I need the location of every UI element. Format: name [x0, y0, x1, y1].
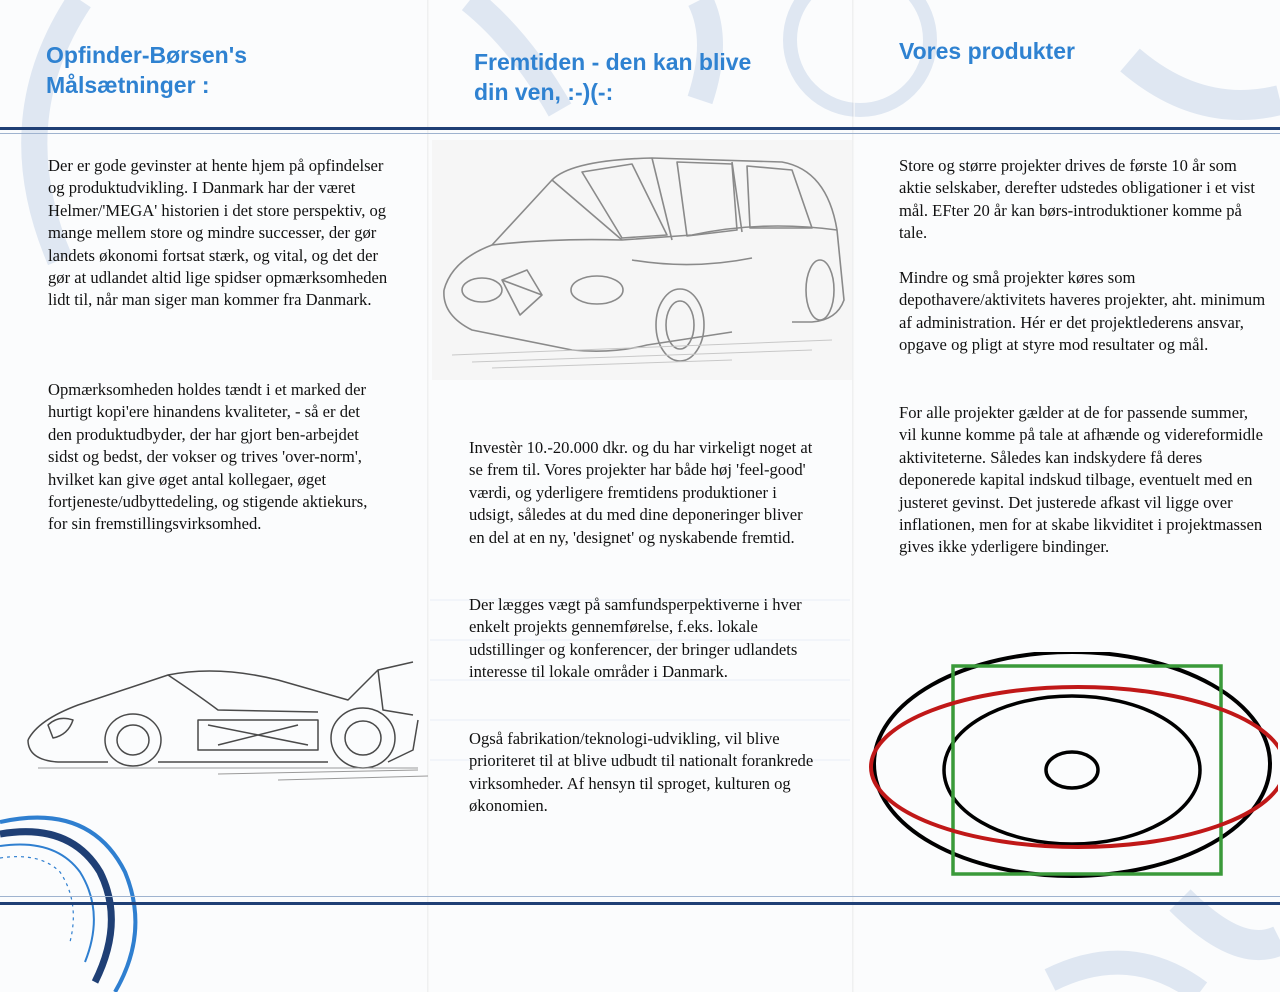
sports-car-sketch-image: [18, 650, 428, 790]
column2-heading: [474, 47, 751, 107]
column1-heading-line1: Opfinder-Børsen's: [46, 42, 247, 68]
bottom-divider-thin: [0, 896, 1280, 897]
column2-paragraph-3: Også fabrikation/teknologi-udvikling, vil blive prioriteret til at blive udbudt til nationalt forankrede virksomheder. Af hensyn til sproget, kulturen og økonomien.: [469, 729, 814, 816]
column3-heading: [899, 36, 1075, 66]
column2-paragraph-2: Der lægges vægt på samfundsperpektiverne i hver enkelt projekts gennemførelse, f.eks. lokale udstillinger og konferencer, der bringer udlandets interesse til lokale områder i Danmark.: [469, 595, 802, 682]
bottom-divider-rule: [0, 902, 1280, 905]
fold-line-left: [427, 0, 430, 992]
top-divider-thin: [0, 133, 1280, 134]
column3-paragraph-3: For alle projekter gælder at de for passende summer, vil kunne komme på tale at afhænde og videreformidle aktiviteterne. Således kan indskydere få deres deponerede kapital indskud tilbage, eventuelt med en justeret gevinst. Det justerede afkast vil ligge over inflationen, men for at skabe likviditet i projektmassen gives ikke yderligere bindinger.: [899, 403, 1264, 557]
fold-line-right: [852, 0, 855, 992]
van-sketch-image: [432, 140, 852, 380]
column2-heading-line2: din ven, :-)(-:: [474, 79, 614, 105]
column3-heading-line1: Vores produkter: [899, 38, 1075, 64]
column2-paragraph-1: Investèr 10.-20.000 dkr. og du har virkeligt noget at se frem til. Vores projekter har både høj 'feel-good' værdi, og yderligere fremtidens produktioner i udsigt, således at du med dine deponeringer bliver en del at en ny, 'designet' og nyskabende fremtid.: [469, 438, 813, 547]
column3-paragraph-1: Store og større projekter drives de første 10 år som aktie selskaber, derefter udstedes obligationer i et vist mål. EFter 20 år kan børs-introduktioner komme på tale.: [899, 156, 1255, 243]
column3-paragraph-2: Mindre og små projekter køres som depothavere/aktivitets haveres projekter, aht. minimum af administration. Hér er det projektlederens ansvar, opgave og pligt at styre mod resultater og mål.: [899, 268, 1266, 355]
concentric-circles-logo: [868, 652, 1278, 882]
top-divider-rule: [0, 127, 1280, 130]
column1-heading: [46, 40, 247, 100]
column1-paragraph-1: Der er gode gevinster at hente hjem på opfindelser og produktudvikling. I Danmark har der været Helmer/'MEGA' historien i det store perspektiv, og mange mellem store og mindre successer, der gør landets økonomi fortsat stærk, og vital, og det der gør at udlandet altid lige spidser opmærksomheden lidt til, når man siger man kommer fra Danmark.: [48, 156, 388, 310]
column1-paragraph-2: Opmærksomheden holdes tændt i et marked der hurtigt kopi'ere hinandens kvaliteter, - så er det den produktudbyder, der har gjort ben-arbejdet sidst og bedst, der vokser og trives 'over-norm', hvilket kan give øget antal kollegaer, øget fortjeneste/udbyttedeling, og stigende aktiekurs, for sin fremstillingsvirksomhed.: [48, 380, 368, 534]
column2-heading-line1: Fremtiden - den kan blive: [474, 49, 752, 75]
column1-heading-line2: Målsætninger :: [46, 72, 210, 98]
